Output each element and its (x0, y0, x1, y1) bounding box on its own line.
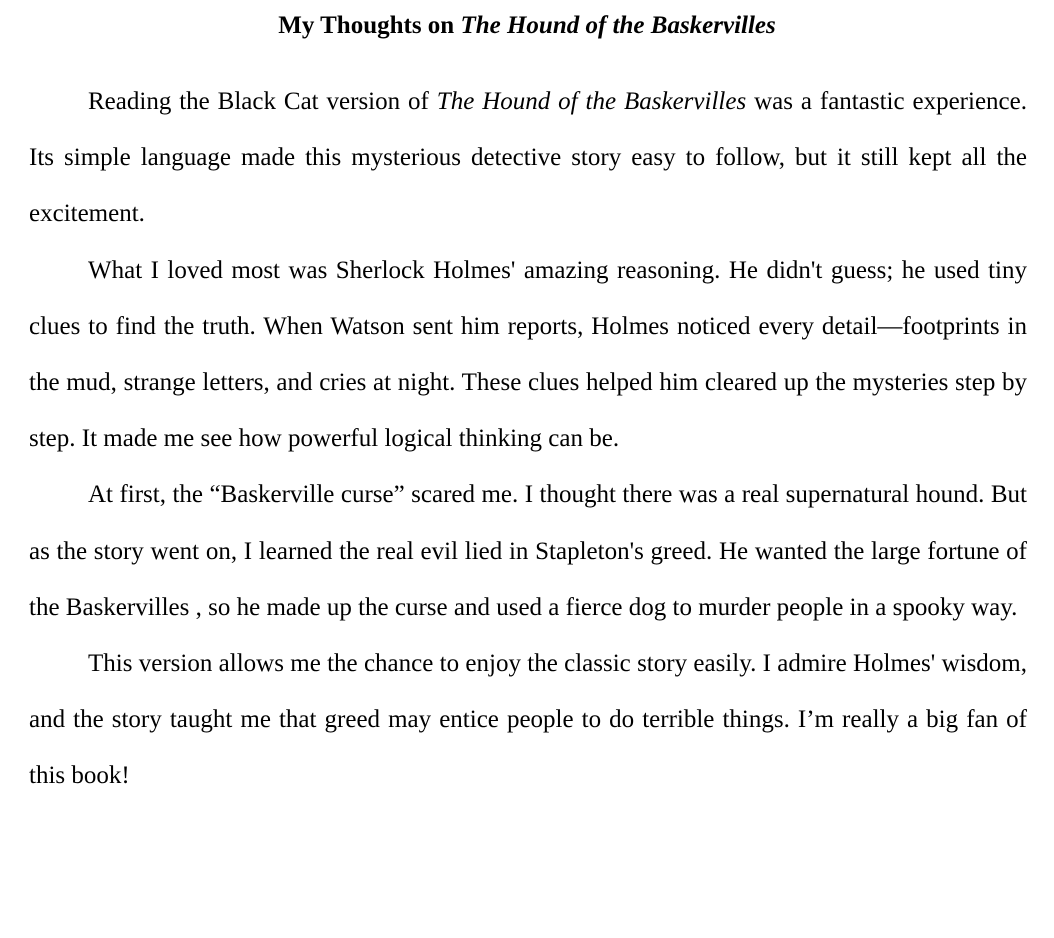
paragraph-1-before: Reading the Black Cat version of (88, 88, 437, 115)
paragraph-2: What I loved most was Sherlock Holmes' amazing reasoning. He didn't guess; he used tiny clues to find the truth. When Watson sent him reports, Holmes noticed every detail—footprints in the mud, strange letters, and cries at night. These clues helped him cleared up the mysteries step by step. It made me see how powerful logical thinking can be. (29, 256, 1027, 453)
paragraph-3: At first, the “Baskerville curse” scared me. I thought there was a real supernatural hound. But as the story went on, I learned the real evil lied in Stapleton's greed. He wanted the large fortune of the Baskervilles , so he made up the curse and used a fierce dog to murder people in a spooky way. (29, 481, 1027, 621)
document-body (29, 74, 1027, 805)
paragraph-1-book-name: The Hound of the Baskervilles (436, 88, 747, 115)
document-title (0, 8, 1054, 44)
title-prefix: My Thoughts on (278, 12, 461, 39)
paragraph-1 (29, 74, 1027, 243)
paragraph-4: This version allows me the chance to enjoy the classic story easily. I admire Holmes' wisdom, and the story taught me that greed may entice people to do terrible things. I’m really a big fan of this book! (29, 650, 1027, 790)
title-book-name: The Hound of the Baskervilles (460, 12, 776, 39)
paragraph-1-after: was a fantastic experience. Its simple language made this mysterious detective story easy to follow, but it still kept all the excitement. (29, 88, 1027, 228)
